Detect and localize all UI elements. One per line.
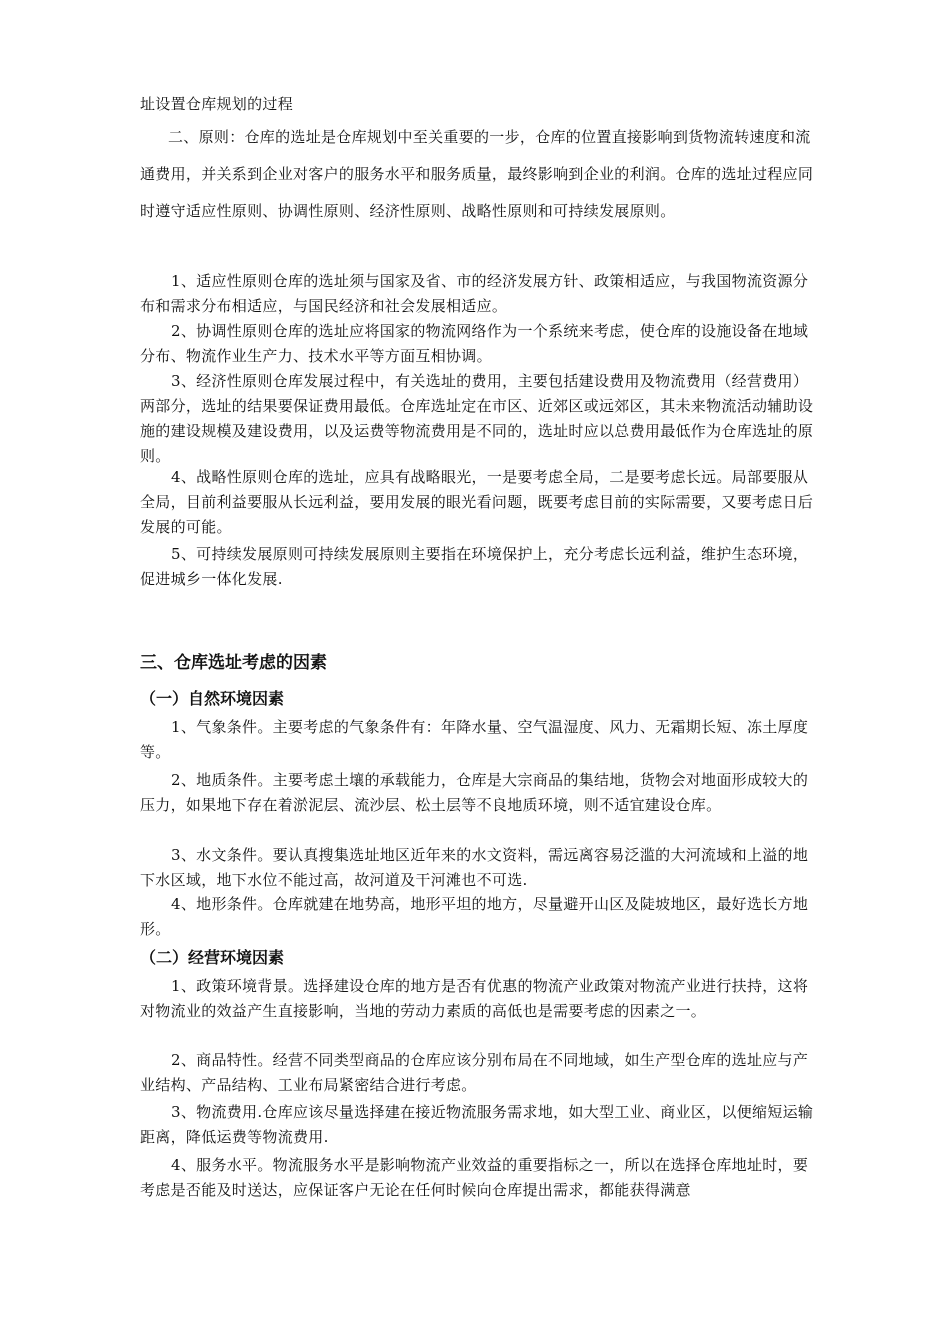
intro-line: 址设置仓库规划的过程 bbox=[140, 95, 294, 113]
natural-item-4: 4、地形条件。仓库就建在地势高，地形平坦的地方，尽量避开山区及陡坡地区，最好选长方地形。 bbox=[140, 895, 809, 938]
business-factors-heading: （二）经营环境因素 bbox=[140, 948, 285, 967]
business-item-3: 3、物流费用.仓库应该尽量选择建在接近物流服务需求地，如大型工业、商业区，以便缩短运输距离，降低运费等物流费用. bbox=[140, 1103, 814, 1146]
principle-item-2: 2、协调性原则仓库的选址应将国家的物流网络作为一个系统来考虑，使仓库的设施设备在地域分布、物流作业生产力、技术水平等方面互相协调。 bbox=[140, 322, 809, 365]
principle-item-5: 5、可持续发展原则可持续发展原则主要指在环境保护上，充分考虑长远利益，维护生态环境，促进城乡一体化发展. bbox=[140, 545, 809, 588]
business-item-4: 4、服务水平。物流服务水平是影响物流产业效益的重要指标之一，所以在选择仓库地址时，要考虑是否能及时送达，应保证客户无论在任何时候向仓库提出需求，都能获得满意 bbox=[140, 1156, 809, 1199]
natural-item-2: 2、地质条件。主要考虑土壤的承载能力，仓库是大宗商品的集结地，货物会对地面形成较大的压力，如果地下存在着淤泥层、流沙层、松土层等不良地质环境，则不适宜建设仓库。 bbox=[140, 771, 809, 814]
principle-item-4: 4、战略性原则仓库的选址，应具有战略眼光，一是要考虑全局，二是要考虑长远。局部要服从全局，目前利益要服从长远利益，要用发展的眼光看问题，既要考虑目前的实际需要，又要考虑日后发展的可能。 bbox=[140, 468, 814, 536]
section-3-heading: 三、仓库选址考虑的因素 bbox=[140, 653, 327, 673]
business-item-1: 1、政策环境背景。选择建设仓库的地方是否有优惠的物流产业政策对物流产业进行扶持，这将对物流业的效益产生直接影响，当地的劳动力素质的高低也是需要考虑的因素之一。 bbox=[140, 977, 809, 1020]
business-item-2: 2、商品特性。经营不同类型商品的仓库应该分别布局在不同地域，如生产型仓库的选址应与产业结构、产品结构、工业布局紧密结合进行考虑。 bbox=[140, 1051, 809, 1094]
natural-item-3: 3、水文条件。要认真搜集选址地区近年来的水文资料，需远离容易泛滥的大河流域和上溢的地下水区域，地下水位不能过高，故河道及干河滩也不可选. bbox=[140, 846, 809, 889]
natural-factors-heading: （一）自然环境因素 bbox=[140, 689, 285, 708]
principle-item-3: 3、经济性原则仓库发展过程中，有关选址的费用，主要包括建设费用及物流费用（经营费用）两部分，选址的结果要保证费用最低。仓库选址定在市区、近郊区或远郊区，其未来物流活动辅助设施的建设规模及建设费用，以及运费等物流费用是不同的，选址时应以总费用最低作为仓库选址的原则。 bbox=[140, 372, 814, 465]
natural-item-1: 1、气象条件。主要考虑的气象条件有：年降水量、空气温湿度、风力、无霜期长短、冻土厚度等。 bbox=[140, 718, 809, 761]
principle-item-1: 1、适应性原则仓库的选址须与国家及省、市的经济发展方针、政策相适应，与我国物流资源分布和需求分布相适应，与国民经济和社会发展相适应。 bbox=[140, 272, 809, 315]
principle-paragraph: 二、原则：仓库的选址是仓库规划中至关重要的一步，仓库的位置直接影响到货物流转速度和流通费用，并关系到企业对客户的服务水平和服务质量，最终影响到企业的利润。仓库的选址过程应同时遵守适应性原则、协调性原则、经济性原则、战略性原则和可持续发展原则。 bbox=[140, 128, 814, 220]
